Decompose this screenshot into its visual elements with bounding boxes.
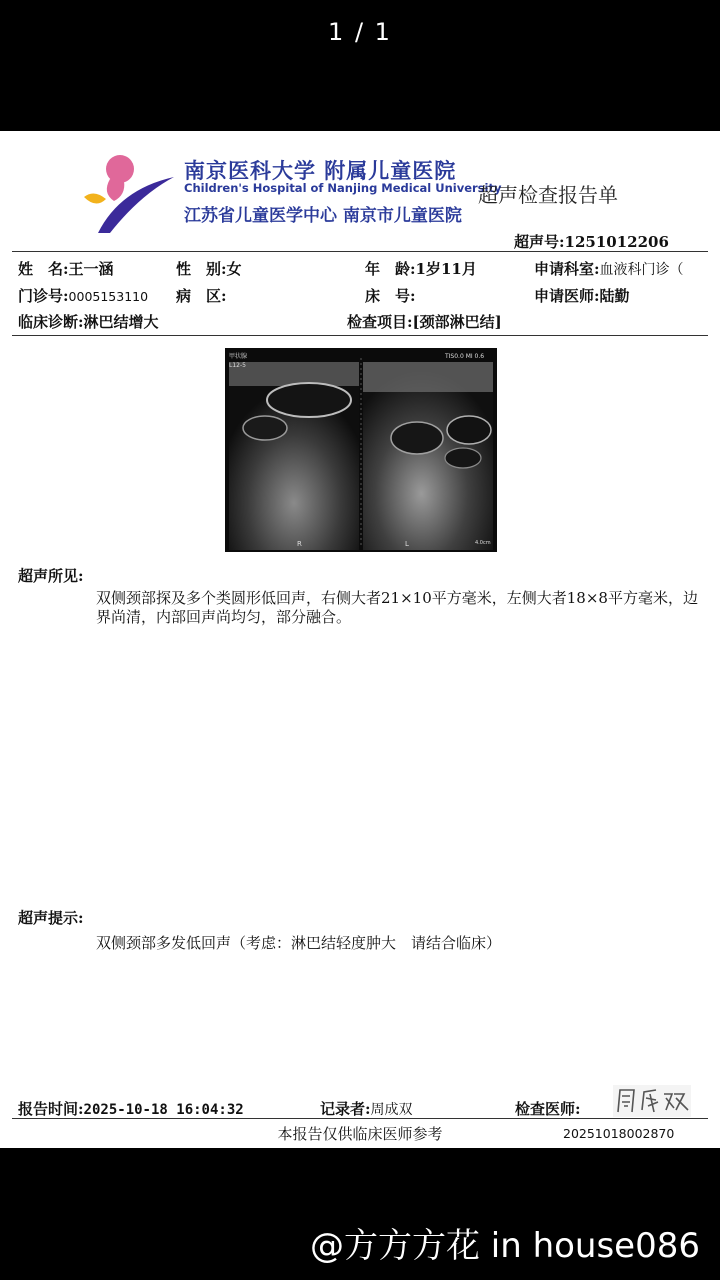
image-organ-label: 甲状腺	[229, 353, 248, 360]
document-id: 20251018002870	[563, 1126, 675, 1141]
patient-age-value: 1岁11月	[415, 260, 477, 278]
report-number	[514, 231, 669, 252]
bed-number	[365, 285, 416, 306]
report-number-value: 1251012206	[564, 233, 669, 251]
clinic-number-label: 门诊号:	[18, 287, 69, 305]
page-counter: 1 / 1	[328, 18, 392, 46]
examiner-signature-icon	[612, 1084, 692, 1118]
report-time-label: 报告时间:	[18, 1100, 84, 1118]
image-probe-label: L12-5	[229, 362, 246, 369]
recorder-value: 周成双	[370, 1102, 413, 1118]
request-dept-label: 申请科室:	[534, 260, 600, 278]
hospital-name-cn: 南京医科大学 附属儿童医院	[184, 158, 457, 183]
patient-info-divider	[12, 335, 708, 336]
clinical-diagnosis	[18, 311, 159, 332]
clinical-diagnosis-value: 淋巴结增大	[83, 313, 159, 331]
hospital-name-en: Children's Hospital of Nanjing Medical University	[184, 181, 502, 195]
examiner-label: 检查医师:	[515, 1100, 581, 1118]
ward-label: 病 区:	[176, 287, 227, 305]
clinical-diagnosis-label: 临床诊断:	[18, 313, 84, 331]
exam-item-value: [颈部淋巴结]	[412, 313, 502, 331]
header-divider	[12, 251, 708, 252]
disclaimer: 本报告仅供临床医师参考	[277, 1125, 443, 1143]
recorder	[320, 1098, 413, 1119]
patient-sex-label: 性 别:	[176, 260, 227, 278]
request-doctor-label: 申请医师:	[534, 287, 600, 305]
report-document	[0, 131, 720, 1148]
patient-name	[18, 258, 114, 279]
bed-number-label: 床 号:	[365, 287, 416, 305]
request-dept	[534, 258, 684, 279]
image-readout: TIS0.0 MI 0.6	[445, 353, 485, 360]
patient-age	[365, 258, 477, 279]
report-title: 超声检查报告单	[478, 183, 618, 207]
impression-label: 超声提示:	[18, 909, 84, 927]
findings-label: 超声所见:	[18, 567, 84, 585]
findings-text: 双侧颈部探及多个类圆形低回声，右侧大者21×10平方毫米，左侧大者18×8平方毫米，边界尚清，内部回声尚均匀，部分融合。	[96, 589, 698, 626]
patient-sex-value: 女	[226, 260, 242, 278]
hospital-sub-name: 江苏省儿童医学中心 南京市儿童医院	[184, 206, 462, 226]
exam-item	[347, 311, 502, 332]
patient-sex	[176, 258, 242, 279]
hospital-logo-icon	[80, 149, 176, 235]
exam-item-label: 检查项目:	[347, 313, 413, 331]
ward	[176, 285, 227, 306]
footer-divider	[12, 1118, 708, 1119]
report-time	[18, 1098, 244, 1119]
impression-text: 双侧颈部多发低回声（考虑：淋巴结轻度肿大 请结合临床）	[96, 934, 502, 952]
patient-age-label: 年 龄:	[365, 260, 416, 278]
recorder-label: 记录者:	[320, 1100, 371, 1118]
watermark: @方方方花 in house086	[309, 1226, 700, 1266]
image-right-tag: R	[297, 540, 302, 548]
report-time-value: 2025-10-18 16:04:32	[83, 1102, 244, 1118]
image-depth: 4.0cm	[475, 540, 491, 546]
patient-name-label: 姓 名:	[18, 260, 69, 278]
ultrasound-scan-graphic	[225, 348, 497, 552]
patient-name-value: 王一涵	[68, 260, 114, 278]
clinic-number-value: 0005153110	[68, 289, 149, 304]
request-doctor-value: 陆勤	[599, 287, 630, 305]
clinic-number	[18, 285, 148, 306]
report-number-label: 超声号:	[514, 233, 565, 251]
ultrasound-image	[225, 348, 497, 552]
request-dept-value: 血液科门诊（	[599, 262, 684, 278]
request-doctor	[534, 285, 630, 306]
image-left-tag: L	[405, 540, 409, 548]
